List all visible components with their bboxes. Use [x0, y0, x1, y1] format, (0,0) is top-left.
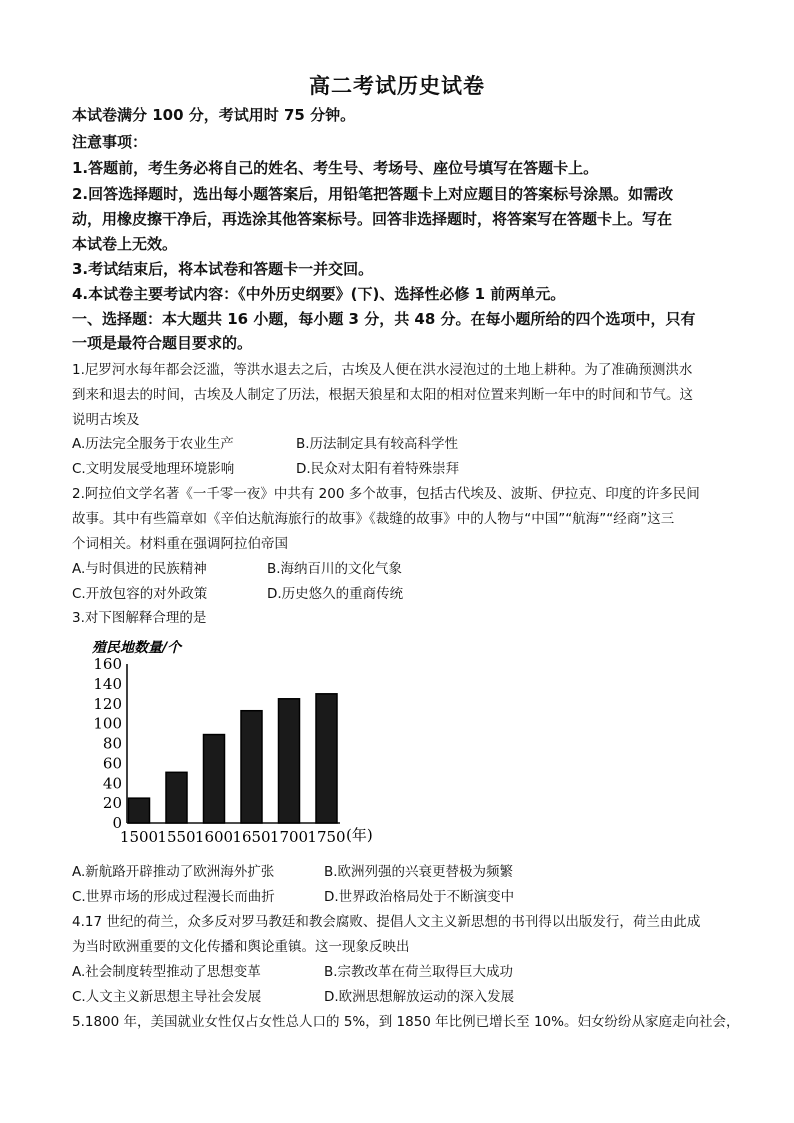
chart-x-axis-label: (年): [346, 826, 373, 844]
x-tick-label: 1600: [194, 828, 234, 846]
q4-option-a: A.社会制度转型推动了思想变革: [72, 964, 261, 980]
chart-bar: [316, 694, 337, 823]
y-tick-label: 100: [93, 714, 122, 733]
chart-bar: [166, 772, 187, 823]
chart-bar: [129, 798, 150, 823]
q1-option-b: B.历法制定具有较高科学性: [296, 436, 459, 452]
q1-stem-line-3: 说明古埃及: [72, 412, 140, 428]
y-tick-label: 20: [102, 794, 122, 813]
q3-option-c: C.世界市场的形成过程漫长而曲折: [72, 889, 275, 905]
q1-option-c: C.文明发展受地理环境影响: [72, 461, 235, 477]
notice-4: 4.本试卷主要考试内容：《中外历史纲要》(下)、选择性必修 1 前两单元。: [72, 285, 566, 303]
y-tick-label: 80: [102, 734, 122, 753]
chart-y-tick-labels: [93, 655, 122, 832]
q2-option-d: D.历史悠久的重商传统: [267, 586, 404, 602]
chart-x-tick-labels: [120, 828, 346, 846]
q3-option-b: B.欧洲列强的兴衰更替极为频繁: [324, 864, 514, 880]
y-tick-label: 0: [112, 814, 122, 832]
q5-stem-line-1: 5.1800 年，美国就业女性仅占女性总人口的 5%，到 1850 年比例已增长至 10%。妇女纷纷从家庭走向社会，: [72, 1014, 740, 1030]
notice-2-line-1: 2.回答选择题时，选出每小题答案后，用铅笔把答题卡上对应题目的答案标号涂黑。如需改: [72, 185, 674, 203]
y-tick-label: 60: [102, 754, 122, 773]
q4-option-c: C.人文主义新思想主导社会发展: [72, 989, 262, 1005]
q4-stem-line-2: 为当时欧洲重要的文化传播和舆论重镇。这一现象反映出: [72, 939, 410, 955]
y-tick-label: 40: [102, 774, 122, 793]
q4-option-d: D.欧洲思想解放运动的深入发展: [324, 989, 515, 1005]
intro-text: 本试卷满分 100 分，考试用时 75 分钟。: [72, 106, 356, 124]
notice-3: 3.考试结束后，将本试卷和答题卡一并交回。: [72, 260, 374, 278]
x-tick-label: 1700: [269, 828, 309, 846]
chart-bar: [279, 699, 300, 823]
q2-option-c: C.开放包容的对外政策: [72, 586, 208, 602]
q1-option-d: D.民众对太阳有着特殊崇拜: [296, 461, 460, 477]
q2-stem-line-1: 2.阿拉伯文学名著《一千零一夜》中共有 200 多个故事，包括古代埃及、波斯、伊拉克、印度的许多民间: [72, 486, 700, 502]
colony-count-chart: [80, 630, 410, 850]
q1-stem-line-2: 到来和退去的时间，古埃及人制定了历法，根据天狼星和太阳的相对位置来判断一年中的时间和节气。这: [72, 387, 693, 403]
q1-stem-line-1: 1.尼罗河水每年都会泛滥，等洪水退去之后，古埃及人便在洪水浸泡过的土地上耕种。为了准确预测洪水: [72, 362, 693, 378]
q2-stem-line-3: 个词相关。材料重在强调阿拉伯帝国: [72, 536, 288, 552]
chart-y-axis-label: 殖民地数量/个: [92, 640, 182, 656]
notice-1: 1.答题前，考生务必将自己的姓名、考生号、考场号、座位号填写在答题卡上。: [72, 159, 599, 177]
notice-heading: 注意事项：: [72, 133, 148, 151]
q2-stem-line-2: 故事。其中有些篇章如《辛伯达航海旅行的故事》《裁缝的故事》中的人物与“中国”“航海”“经商”这三: [72, 511, 675, 527]
q4-option-b: B.宗教改革在荷兰取得巨大成功: [324, 964, 514, 980]
chart-bars: [129, 694, 338, 823]
q2-option-a: A.与时俱进的民族精神: [72, 561, 207, 577]
notice-2-line-2: 动，用橡皮擦干净后，再选涂其他答案标号。回答非选择题时，将答案写在答题卡上。写在: [72, 210, 673, 228]
notice-2-line-3: 本试卷上无效。: [72, 235, 178, 253]
y-tick-label: 140: [93, 674, 122, 693]
y-tick-label: 120: [93, 694, 122, 713]
q2-option-b: B.海纳百川的文化气象: [267, 561, 403, 577]
section-1-line-2: 一项是最符合题目要求的。: [72, 334, 253, 352]
y-tick-label: 160: [93, 655, 122, 673]
section-1-line-1: 一、选择题：本大题共 16 小题，每小题 3 分，共 48 分。在每小题所给的四个选项中，只有: [72, 310, 696, 328]
x-tick-label: 1650: [232, 828, 271, 846]
q4-stem-line-1: 4.17 世纪的荷兰，众多反对罗马教廷和教会腐败、提倡人文主义新思想的书刊得以出版发行，荷兰由此成: [72, 914, 701, 930]
chart-bar: [204, 735, 225, 823]
x-tick-label: 1550: [157, 828, 196, 846]
x-tick-label: 1750: [307, 828, 346, 846]
q3-option-d: D.世界政治格局处于不断演变中: [324, 889, 515, 905]
q3-stem: 3.对下图解释合理的是: [72, 610, 207, 626]
q3-option-a: A.新航路开辟推动了欧洲海外扩张: [72, 864, 275, 880]
page-title: 高二考试历史试卷: [309, 74, 485, 98]
q1-option-a: A.历法完全服务于农业生产: [72, 436, 234, 452]
x-tick-label: 1500: [119, 828, 159, 846]
chart-bar: [241, 711, 262, 823]
